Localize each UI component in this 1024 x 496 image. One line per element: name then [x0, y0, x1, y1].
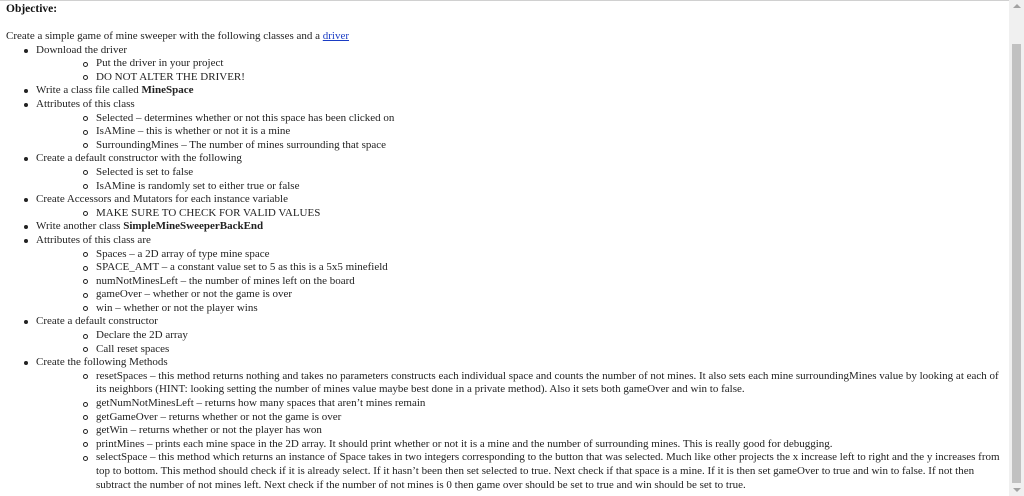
sub-list-item: printMines – prints each mine space in the 2D array. It should print whether or not it is a mine and the number of surrounding mines. This is really good for debugging.: [36, 438, 1001, 452]
sub-list-item: gameOver – whether or not the game is over: [36, 288, 1001, 302]
sub-list: [36, 248, 1001, 316]
list-item: [6, 98, 1001, 152]
sub-list-item: numNotMinesLeft – the number of mines left on the board: [36, 275, 1001, 289]
vertical-scrollbar[interactable]: [1009, 0, 1024, 496]
list-item-text: Write another class: [36, 220, 124, 233]
sub-list-item: Call reset spaces: [36, 343, 1001, 357]
list-item: [6, 356, 1001, 492]
sub-list: [36, 207, 1001, 221]
class-name: MineSpace: [141, 84, 194, 97]
list-item: [6, 220, 1001, 234]
sub-list-item: SurroundingMines – The number of mines surrounding that space: [36, 139, 1001, 153]
sub-list-item: Selected is set to false: [36, 166, 1001, 180]
list-item: [6, 193, 1001, 220]
sub-list-item: getNumNotMinesLeft – returns how many spaces that aren’t mines remain: [36, 397, 1001, 411]
list-item: [6, 152, 1001, 193]
list-item-text: Attributes of this class: [36, 97, 135, 110]
sub-list-item: Put the driver in your project: [36, 57, 1001, 71]
sub-list-item: win – whether or not the player wins: [36, 302, 1001, 316]
objective-list: [6, 44, 1001, 493]
sub-list-item: Spaces – a 2D array of type mine space: [36, 248, 1001, 262]
sub-list-item: DO NOT ALTER THE DRIVER!: [36, 71, 1001, 85]
scroll-up-arrow-icon[interactable]: [1013, 4, 1021, 8]
scroll-down-arrow-icon[interactable]: [1013, 488, 1021, 492]
sub-list-item: getWin – returns whether or not the player has won: [36, 424, 1001, 438]
sub-list-item: getGameOver – returns whether or not the game is over: [36, 411, 1001, 425]
sub-list: [36, 112, 1001, 153]
sub-list-item: selectSpace – this method which returns an instance of Space takes in two integers corresponding to the button that was selected. Much like other projects the x increase left to right and the y increases from top to bottom. This method should check if it is already select. If it hasn’t been then set selected to true. Next check if that space is a mine. If it is then set gameOver to true and win to false. If not then subtract the number of not mines left. Next check if the number of not mines is 0 then game over should be set to true and win should be set to true.: [36, 451, 1001, 492]
list-item-text: Write a class file called: [36, 84, 142, 97]
objective-heading: Objective:: [6, 3, 58, 15]
intro-text: Create a simple game of mine sweeper with the following classes and a: [6, 30, 323, 42]
sub-list-item: IsAMine – this is whether or not it is a mine: [36, 125, 1001, 139]
sub-list-item: IsAMine is randomly set to either true or false: [36, 180, 1001, 194]
sub-list: [36, 166, 1001, 193]
list-item-text: Download the driver: [36, 43, 128, 56]
list-item: [6, 315, 1001, 356]
top-divider: [0, 0, 1009, 1]
sub-list-item: Selected – determines whether or not this space has been clicked on: [36, 112, 1001, 126]
sub-list-item: Declare the 2D array: [36, 329, 1001, 343]
intro-paragraph: [6, 30, 1001, 44]
sub-list-item: resetSpaces – this method returns nothing and takes no parameters constructs each individual space and counts the number of not mines. It also sets each mine surroundingMines value by looking at each of its neighbors (HINT: looking setting the number of mines value maybe best done in a private method). Also it sets both gameOver and win to false.: [36, 370, 1001, 397]
sub-list-item: SPACE_AMT – a constant value set to 5 as this is a 5x5 minefield: [36, 261, 1001, 275]
list-item-text: Create a default constructor: [36, 315, 158, 328]
sub-list: [36, 57, 1001, 84]
class-name: SimpleMineSweeperBackEnd: [123, 220, 264, 233]
document-content: [6, 30, 1001, 492]
list-item: [6, 84, 1001, 98]
list-item-text: Create the following Methods: [36, 356, 168, 369]
sub-list: [36, 370, 1001, 492]
scrollbar-thumb[interactable]: [1012, 44, 1021, 483]
list-item-text: Attributes of this class are: [36, 233, 151, 246]
driver-link[interactable]: driver: [322, 30, 350, 42]
sub-list: [36, 329, 1001, 356]
list-item-text: Create Accessors and Mutators for each instance variable: [36, 193, 288, 206]
list-item: [6, 234, 1001, 316]
sub-list-item: MAKE SURE TO CHECK FOR VALID VALUES: [36, 207, 1001, 221]
list-item: [6, 44, 1001, 85]
list-item-text: Create a default constructor with the following: [36, 152, 242, 165]
